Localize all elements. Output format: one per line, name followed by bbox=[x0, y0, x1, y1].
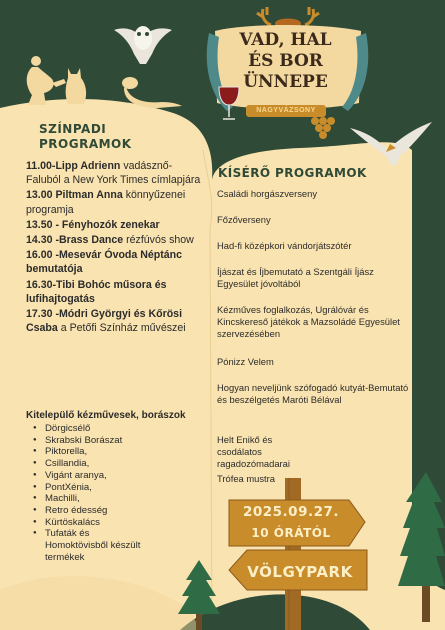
stage-program-list bbox=[26, 159, 206, 336]
stage-program-item bbox=[26, 218, 206, 232]
program-text: rézfúvós show bbox=[123, 234, 194, 247]
stage-program-item bbox=[26, 248, 206, 276]
list-item: ● Machilli, bbox=[33, 493, 143, 505]
program-time: 16.00 -Mesevár Óvoda Néptánc bemutatója bbox=[26, 249, 183, 276]
heading-line: PROGRAMOK bbox=[39, 137, 132, 151]
program-text: könnyűzenei programja bbox=[26, 189, 186, 216]
logo-title bbox=[218, 30, 353, 93]
program-time: 13.00 Piltman Anna bbox=[26, 189, 123, 202]
side-program-item: Had-fi középkori vándorjátszótér bbox=[217, 240, 352, 251]
list-item: ● Retro édesség bbox=[33, 505, 143, 517]
stage-program-item bbox=[26, 188, 206, 216]
stage-program-item bbox=[26, 233, 206, 247]
program-time: 13.50 - Fényhozók zenekar bbox=[26, 218, 160, 231]
logo-title-line: ÜNNEPE bbox=[243, 72, 328, 92]
logo-title-line: ÉS BOR bbox=[248, 51, 323, 71]
list-item: ● Dörgicsélő bbox=[33, 423, 143, 435]
side-program-item: Családi horgászverseny bbox=[217, 188, 318, 199]
list-item: ● Vigánt aranya, bbox=[33, 470, 143, 482]
event-date: 2025.09.27. bbox=[242, 504, 340, 520]
crafts-title: Kitelepülő kézművesek, borászok bbox=[26, 410, 186, 421]
stage-programs-heading bbox=[39, 122, 149, 152]
program-time: 17.30 -Módri Györgyi és Kőrösi Csaba bbox=[26, 308, 183, 335]
stage-program-item bbox=[26, 307, 206, 335]
side-programs-heading: KÍSÉRŐ PROGRAMOK bbox=[218, 166, 367, 180]
crafts-list bbox=[33, 423, 143, 563]
eagle-icon bbox=[350, 118, 432, 170]
pine-tree-icon bbox=[176, 560, 222, 630]
event-time: 10 ÓRÁTÓL bbox=[251, 526, 331, 540]
pine-tree-icon bbox=[388, 472, 445, 622]
list-item: ● PontXénia, bbox=[33, 482, 143, 494]
list-item: ● Skrabski Borászat bbox=[33, 435, 143, 447]
program-time: 14.30 -Brass Dance bbox=[26, 234, 124, 247]
program-time: 16.30-Tibi Bohóc műsora és lufihajtogatás bbox=[26, 278, 167, 305]
list-item: ● Csillandia, bbox=[33, 458, 143, 470]
side-program-item: Kézműves foglalkozás, Ugrálóvár és Kincskereső játékok a Mazsoládé Egyesület szervezésében bbox=[217, 304, 400, 339]
side-program-item: Főzőverseny bbox=[217, 214, 271, 225]
side-program-item: Íjászat és Íjbemutató a Szentgáli Íjász Egyesület jóvoltából bbox=[217, 266, 374, 289]
list-item: ● Tufaták és Homoktövisből készült termékek bbox=[33, 528, 143, 563]
stage-program-item bbox=[26, 278, 206, 306]
grapes-icon bbox=[311, 117, 335, 139]
program-text: vadásznő-Faluból a New York Times címlapjára bbox=[26, 160, 201, 187]
list-item: ● Kürtöskalács bbox=[33, 517, 143, 529]
woman-with-dog-silhouette-icon bbox=[22, 55, 67, 105]
otter-silhouette-icon bbox=[118, 74, 182, 108]
event-place: VÖLGYPARK bbox=[247, 563, 353, 581]
heading-line: SZÍNPADI bbox=[39, 122, 107, 136]
program-time: 11.00-Lipp Adrienn bbox=[26, 160, 121, 172]
side-program-item: Hogyan neveljünk szófogadó kutyát-Bemutató és beszélgetés Maróti Bélával bbox=[217, 382, 409, 405]
cat-silhouette-icon bbox=[62, 66, 90, 106]
list-item: ● Piktorella, bbox=[33, 446, 143, 458]
program-text: a Petőfi Színház művészei bbox=[57, 322, 186, 335]
side-program-item: Helt Enikő és csodálatos ragadozómadarai bbox=[217, 434, 290, 469]
side-program-item: Pónizz Velem bbox=[217, 356, 274, 367]
signpost-icon bbox=[225, 478, 370, 630]
side-program-item: Trófea mustra bbox=[217, 473, 276, 484]
stage-program-item bbox=[26, 159, 206, 187]
logo-subtitle: NAGYVÁZSONY bbox=[246, 105, 326, 117]
logo-title-line: VAD, HAL bbox=[239, 30, 332, 50]
owl-icon bbox=[112, 8, 174, 66]
